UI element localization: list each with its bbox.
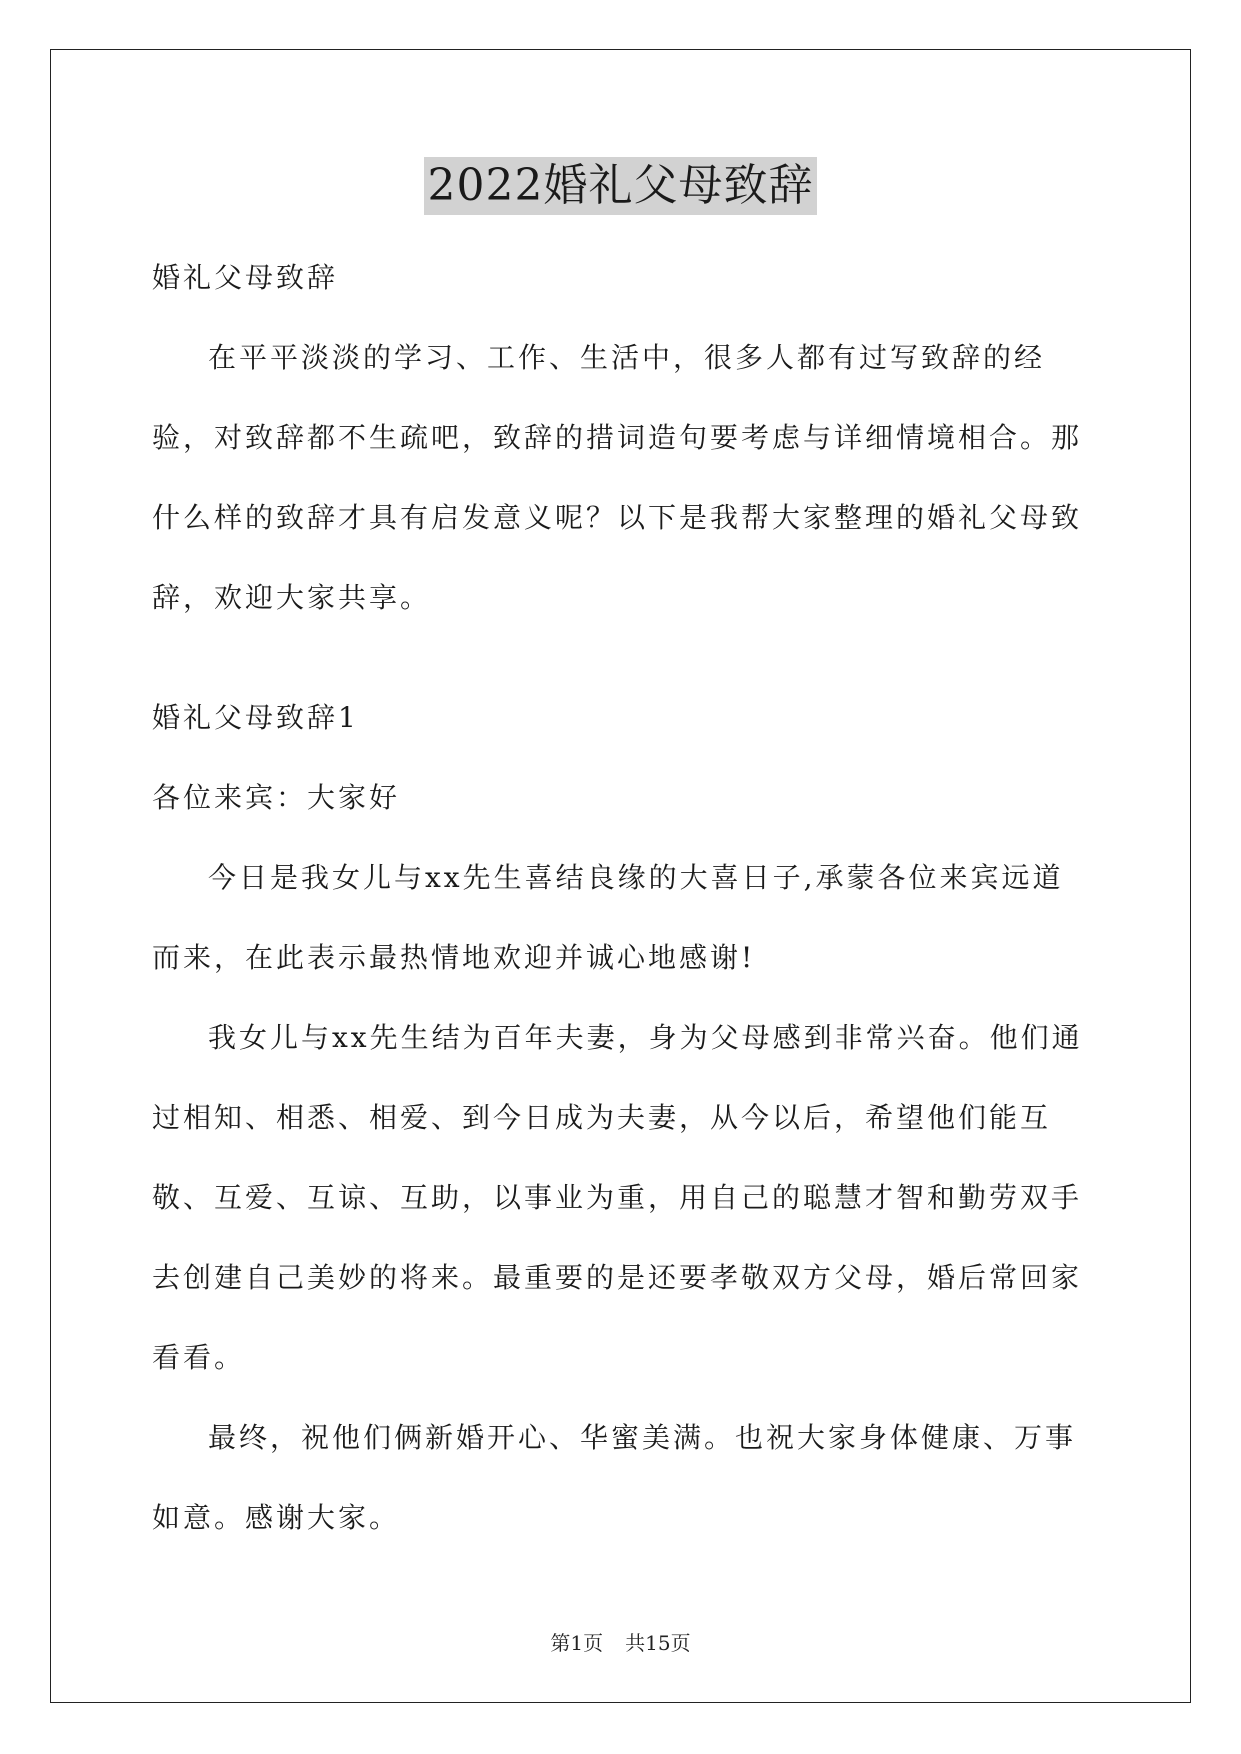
document-title-text: 2022婚礼父母致辞	[424, 157, 818, 215]
greeting: 各位来宾：大家好	[152, 781, 401, 814]
intro-paragraph: 在平平淡淡的学习、工作、生活中，很多人都有过写致辞的经验，对致辞都不生疏吧，致辞的措词造句要考虑与详细情境相合。那什么样的致辞才具有启发意义呢？以下是我帮大家整理的婚礼父母致辞，欢迎大家共享。	[152, 341, 1083, 614]
document-title	[0, 157, 1241, 215]
document-body	[152, 238, 1092, 1558]
page-footer	[0, 1627, 1241, 1656]
section-heading: 婚礼父母致辞1	[152, 701, 359, 734]
page-number: 第1页	[550, 1631, 604, 1655]
section-spacer	[152, 638, 1092, 678]
speech-paragraph-1: 今日是我女儿与xx先生喜结良缘的大喜日子,承蒙各位来宾远道而来，在此表示最热情地欢迎并诚心地感谢!	[152, 861, 1064, 974]
speech-paragraph-2: 我女儿与xx先生结为百年夫妻，身为父母感到非常兴奋。他们通过相知、相悉、相爱、到今日成为夫妻，从今以后，希望他们能互敬、互爱、互谅、互助，以事业为重，用自己的聪慧才智和勤劳双手去创建自己美妙的将来。最重要的是还要孝敬双方父母，婚后常回家看看。	[152, 1021, 1083, 1374]
speech-paragraph-3: 最终，祝他们俩新婚开心、华蜜美满。也祝大家身体健康、万事如意。感谢大家。	[152, 1421, 1077, 1534]
intro-heading: 婚礼父母致辞	[152, 261, 339, 294]
page-total: 共15页	[625, 1631, 691, 1655]
